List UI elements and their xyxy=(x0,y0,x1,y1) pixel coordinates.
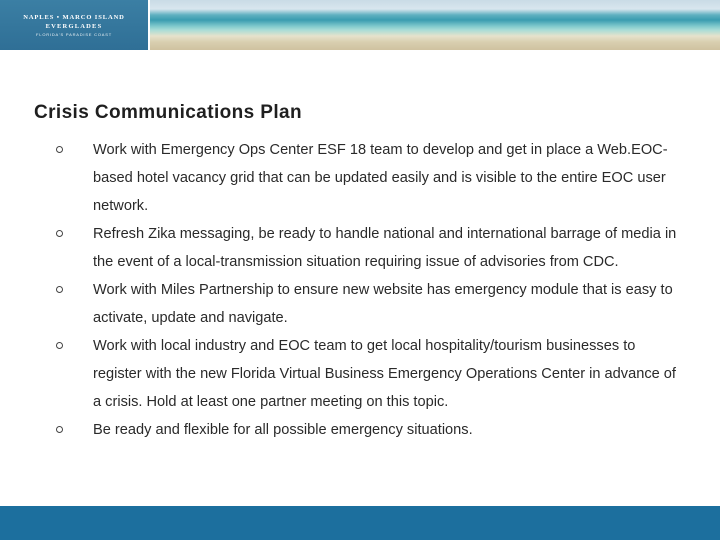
list-item xyxy=(56,136,686,220)
hollow-bullet-icon xyxy=(56,146,63,153)
list-item-text: Work with Emergency Ops Center ESF 18 team to develop and get in place a Web.EOC-based hotel vacancy grid that can be updated easily and is visible to the entire EOC user network. xyxy=(93,142,668,214)
list-item-text: Be ready and flexible for all possible emergency situations. xyxy=(93,422,473,438)
list-item xyxy=(56,332,686,416)
hollow-bullet-icon xyxy=(56,426,63,433)
header-banner xyxy=(0,0,720,50)
brand-logo xyxy=(0,0,150,50)
hollow-bullet-icon xyxy=(56,286,63,293)
slide-title: Crisis Communications Plan xyxy=(34,102,303,123)
list-item xyxy=(56,220,686,276)
hollow-bullet-icon xyxy=(56,342,63,349)
hollow-bullet-icon xyxy=(56,230,63,237)
footer-bar xyxy=(0,506,720,540)
logo-line-1: NAPLES • MARCO ISLAND xyxy=(23,13,125,21)
logo-line-2: EVERGLADES xyxy=(45,22,103,30)
list-item xyxy=(56,276,686,332)
logo-tagline: FLORIDA'S PARADISE COAST xyxy=(36,31,112,37)
list-item-text: Work with local industry and EOC team to get local hospitality/tourism businesses to register with the new Florida Virtual Business Emergency Operations Center in advance of a crisis. Hold at least one partner meeting on this topic. xyxy=(93,338,676,410)
list-item-text: Refresh Zika messaging, be ready to handle national and international barrage of media in the event of a local-transmission situation requiring issue of advisories from CDC. xyxy=(93,226,677,270)
list-item-text: Work with Miles Partnership to ensure new website has emergency module that is easy to activate, update and navigate. xyxy=(93,282,673,326)
beach-banner-image xyxy=(150,0,720,50)
list-item xyxy=(56,416,686,444)
bullet-list xyxy=(56,136,686,444)
